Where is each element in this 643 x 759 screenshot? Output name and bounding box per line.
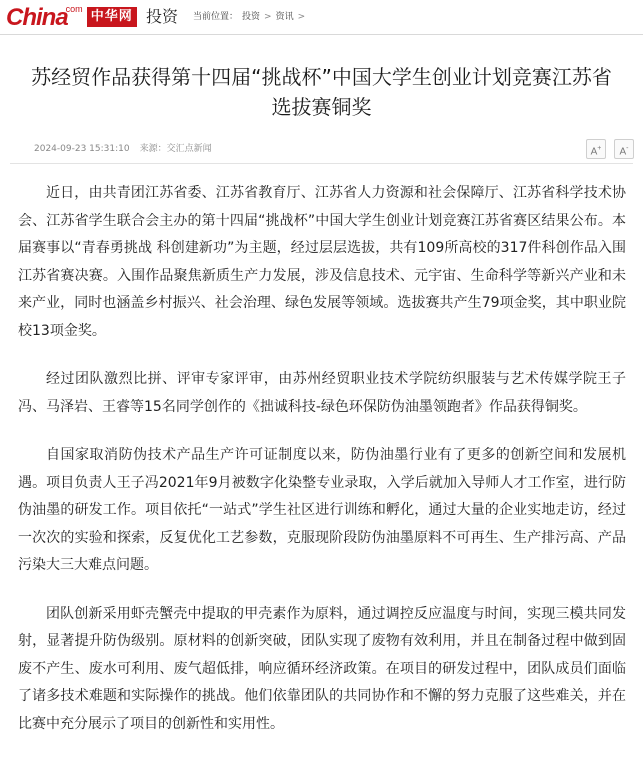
article-paragraph: 经过团队激烈比拼、评审专家评审，由苏州经贸职业技术学院纺织服装与艺术传媒学院王子冯、马泽岩、王睿等15名同学创作的《拙诚科技-绿色环保防伪油墨领跑者》作品获得铜奖。 [18,371,626,415]
article-body [18,180,626,759]
article-datetime: 2024-09-23 15:31:10 [34,144,130,154]
font-decrease-label: A [619,146,627,158]
article-paragraph: 团队创新采用虾壳蟹壳中提取的甲壳素作为原料，通过调控反应温度与时间，实现三模共同发射，显著提升防伪级别。原材料的创新突破，团队实现了废物有效利用，并且在制备过程中做到固废不产生、废水可利用、废气超低排，响应循环经济政策。在项目的研发过程中，团队成员们面临了诸多技术难题和实际操作的挑战。他们依靠团队的共同协作和不懈的努力克服了这些难关，并在比赛中充分展示了项目的创新性和实用性。 [18,605,626,732]
breadcrumb-item-touzi[interactable]: 投资 [242,12,261,22]
article-meta [10,138,633,164]
font-increase-sign: + [597,145,602,152]
font-increase-label: A [590,146,598,158]
logo-main-text: China [6,4,68,31]
breadcrumb-separator: > [297,12,306,22]
font-decrease-sign: - [626,145,629,152]
section-title[interactable]: 投资 [146,7,179,26]
article-title-line-1: 苏经贸作品获得第十四届“挑战杯”中国大学生创业计划竞赛江苏省 [31,65,612,89]
font-increase-button[interactable] [586,139,606,159]
article-title [0,62,643,122]
site-header [0,0,643,35]
logo-com-text: com [65,4,83,14]
article-title-line-2: 选拔赛铜奖 [271,95,372,119]
font-decrease-button[interactable] [614,139,634,159]
china-com-logo[interactable] [6,4,137,30]
article-source: 来源：交汇点新闻 [139,144,212,154]
article-paragraph: 近日，由共青团江苏省委、江苏省教育厅、江苏省人力资源和社会保障厅、江苏省科学技术协会、江苏省学生联合会主办的第十四届“挑战杯”中国大学生创业计划竞赛江苏省赛区结果公布。本届赛事以“青春勇挑战 科创建新功”为主题，经过层层选拔，共有109所高校的317件科创作品入围江苏省赛决赛。入围作品聚焦新质生产力发展，涉及信息技术、元宇宙、生命科学等新兴产业和未来产业，同时也涵盖乡村振兴、社会治理、绿色发展等领域。选拔赛共产生79项金奖，其中职业院校13项金奖。 [18,185,626,339]
breadcrumb-item-zixun[interactable]: 资讯 [275,12,294,22]
breadcrumb-separator: > [264,12,272,22]
breadcrumb [193,10,305,24]
breadcrumb-label: 当前位置： [193,12,239,22]
logo-zh-badge: 中华网 [87,7,137,27]
article-paragraph: 自国家取消防伪技术产品生产许可证制度以来，防伪油墨行业有了更多的创新空间和发展机遇。项目负责人王子冯2021年9月被数字化染整专业录取，入学后就加入导师人才工作室，进行防伪油墨的研发工作。项目依托“一站式”学生社区进行训练和孵化，通过大量的企业实地走访，经过一次次的实验和探索，反复优化工艺参数，克服现阶段防伪油墨原料不可再生、生产排污高、产品污染大三大难点问题。 [18,447,626,573]
